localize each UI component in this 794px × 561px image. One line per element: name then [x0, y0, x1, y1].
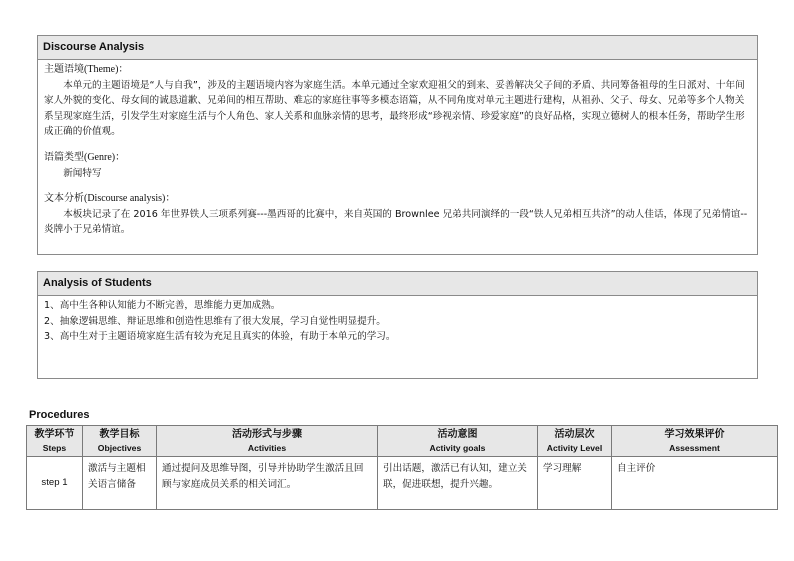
header-activities: 活动形式与步骤 Activities [157, 426, 378, 457]
procedures-table [26, 425, 778, 510]
discourse-analysis-section [37, 35, 758, 255]
header-activity-goals: 活动意图 Activity goals [378, 426, 538, 457]
theme-label: 主题语境(Theme)： [44, 64, 129, 75]
list-item: 2、抽象逻辑思维、辩证思维和创造性思维有了很大发展，学习自觉性明显提升。 [44, 315, 386, 327]
list-item: 3、高中生对于主题语境家庭生活有较为充足且真实的体验，有助于本单元的学习。 [44, 331, 396, 343]
spacer [44, 140, 751, 150]
analysis-of-students-title: Analysis of Students [38, 272, 757, 296]
discourse-analysis-title: Discourse Analysis [38, 36, 757, 60]
cell-step: step 1 [27, 457, 83, 510]
header-activity-level: 活动层次 Activity Level [538, 426, 612, 457]
list-item: 1、高中生各种认知能力不断完善，思维能力更加成熟。 [44, 300, 281, 311]
cell-level: 学习理解 [538, 457, 612, 510]
genre-text: 新闻特写 [63, 167, 102, 179]
analysis-of-students-section [37, 271, 758, 379]
procedures-title: Procedures [29, 409, 90, 421]
header-objectives: 教学目标 Objectives [83, 426, 157, 457]
discourse-analysis-body [38, 60, 757, 240]
table-row [27, 457, 778, 510]
table-header-row [27, 426, 778, 457]
genre-label: 语篇类型(Genre)： [44, 151, 126, 163]
cell-assessment: 自主评价 [612, 457, 778, 510]
cell-goal: 引出话题，激活已有认知，建立关联，促进联想，提升兴趣。 [378, 457, 538, 510]
cell-objective: 激活与主题相关语言储备 [83, 457, 157, 510]
text-analysis-label: 文本分析(Discourse analysis)： [44, 193, 176, 205]
cell-activity: 通过提问及思维导图，引导并协助学生激活且回顾与家庭成员关系的相关词汇。 [157, 457, 378, 510]
spacer [44, 181, 751, 191]
header-steps: 教学环节 Steps [27, 426, 83, 457]
theme-text: 本单元的主题语境是“人与自我”，涉及的主题语境内容为家庭生活。本单元通过全家欢迎祖父的到来、妥善解决父子间的矛盾、共同筹备祖母的生日派对、十年间家人外貌的变化、母女间的诚恳道歉、兄弟间的相互帮助、难忘的家庭往事等多模态语篇，从不同角度对单元主题进行建构，从祖孙、父子、母女、兄弟等多个人物关系呈现家庭生活，引发学生对家庭生活与个人角色、家人关系和血脉亲情的思考，最终形成“珍视亲情、珍爱家庭”的良好品格，实现立德树人的根本任务，帮助学生形成正确的价值观。 [44, 79, 745, 138]
text-analysis-text: 本板块记录了在 2016 年世界铁人三项系列赛---墨西哥的比赛中，来自英国的 Brownlee 兄弟共同演绎的一段“铁人兄弟相互共济”的动人佳话，体现了兄弟情谊--炎牌小于兄弟情谊。 [44, 208, 748, 236]
header-assessment: 学习效果评价 Assessment [612, 426, 778, 457]
students-list [38, 296, 757, 347]
